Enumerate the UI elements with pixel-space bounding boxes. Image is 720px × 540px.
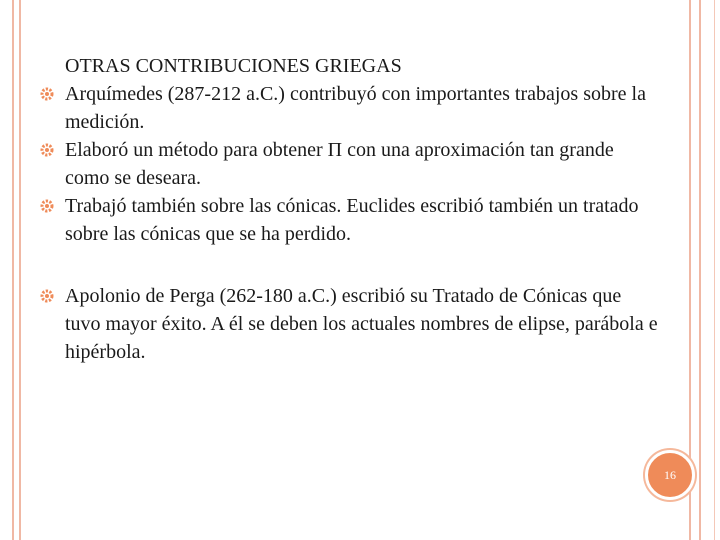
gear-icon xyxy=(40,289,54,303)
bullet-text: Apolonio de Perga (262-180 a.C.) escribió su Tratado de Cónicas que tuvo mayor éxito. A él se deben los actuales nombres de elipse, parábola e hipérbola. xyxy=(65,285,658,363)
bullet-list xyxy=(40,80,660,366)
list-item xyxy=(40,192,660,248)
gear-icon xyxy=(40,87,54,101)
slide-title: OTRAS CONTRIBUCIONES GRIEGAS xyxy=(65,55,402,77)
list-item xyxy=(40,136,660,192)
bullet-text: Trabajó también sobre las cónicas. Euclides escribió también un tratado sobre las cónicas que se ha perdido. xyxy=(65,195,639,245)
frame-line-right-middle xyxy=(699,0,701,540)
frame-line-left-outer xyxy=(12,0,14,540)
bullet-text: Arquímedes (287-212 a.C.) contribuyó con importantes trabajos sobre la medición. xyxy=(65,83,646,133)
gear-icon xyxy=(40,143,54,157)
page-number-badge xyxy=(645,450,695,500)
slide-content xyxy=(40,52,660,366)
page-number: 16 xyxy=(664,467,676,482)
bullet-text: Elaboró un método para obtener Π con una aproximación tan grande como se deseara. xyxy=(65,139,614,189)
list-item xyxy=(40,282,660,366)
frame-line-right-outer xyxy=(714,0,715,540)
frame-line-left-inner xyxy=(19,0,21,540)
list-item xyxy=(40,80,660,136)
gear-icon xyxy=(40,199,54,213)
